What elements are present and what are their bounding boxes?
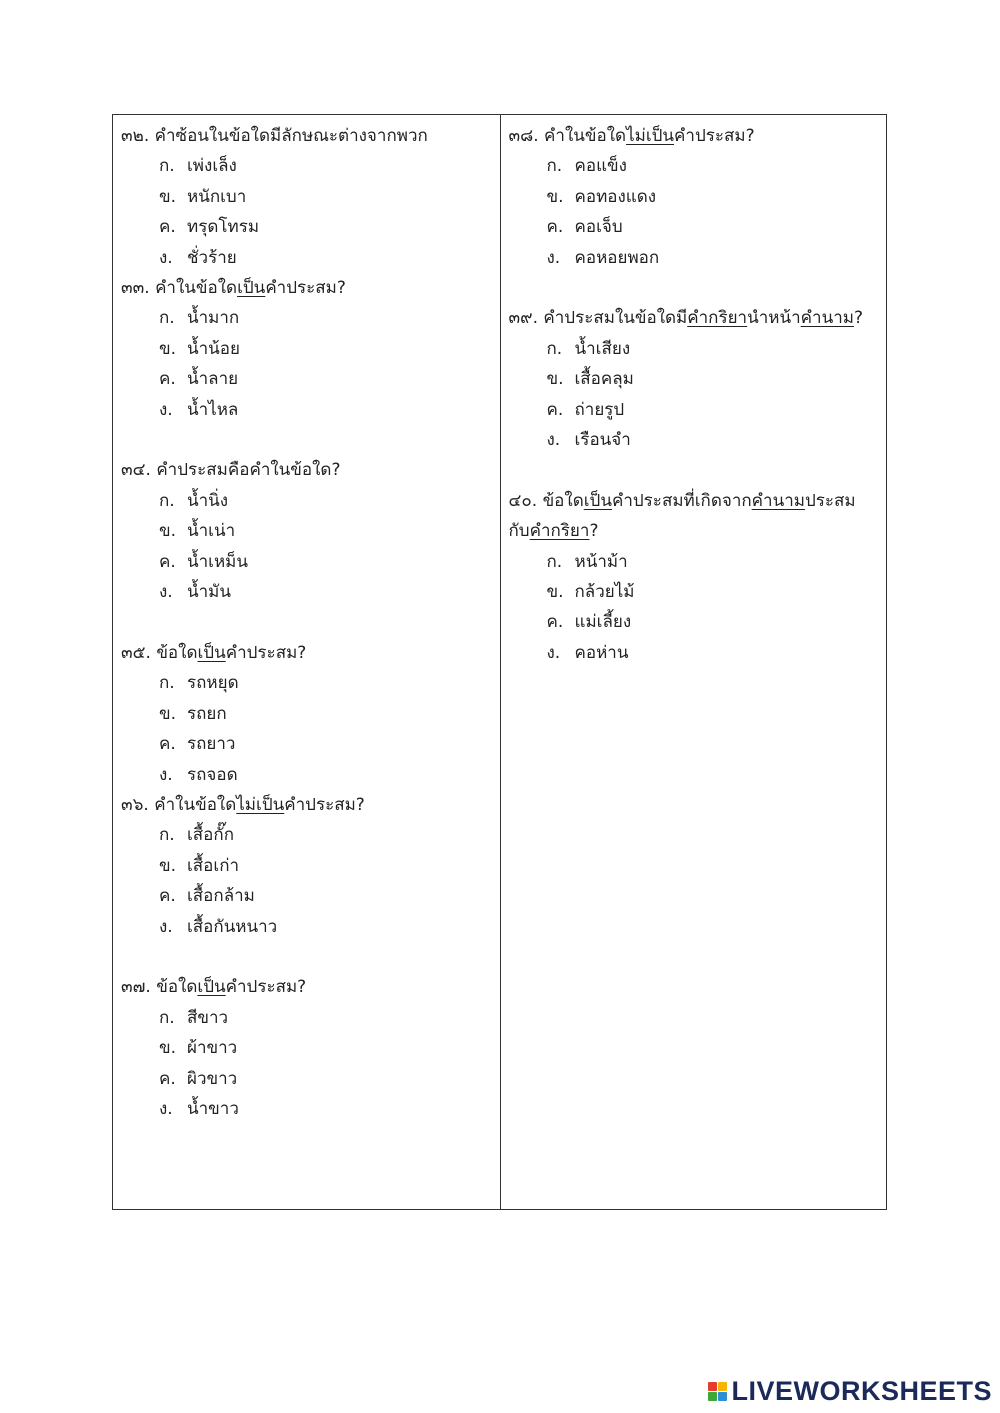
option-text: เสื้อกล้าม: [187, 886, 255, 907]
option-text: น้ำลาย: [187, 369, 239, 390]
answer-option[interactable]: [509, 395, 887, 425]
answer-option[interactable]: [121, 699, 500, 729]
question-text: คำประสมที่เกิดจาก: [611, 490, 752, 511]
logo-square-blue: [718, 1392, 727, 1401]
question-number: ๓๗.: [121, 977, 151, 998]
left-column: [113, 115, 500, 1209]
option-letter: ค.: [159, 734, 176, 755]
option-text: เพ่งเล็ง: [187, 156, 237, 177]
option-text: รถหยุด: [187, 673, 239, 694]
answer-option[interactable]: [121, 182, 500, 212]
option-text: น้ำไหล: [187, 399, 239, 420]
option-text: คอทองแดง: [574, 186, 657, 207]
question-stem: [121, 273, 500, 303]
option-letter: ง.: [546, 247, 561, 268]
question-number: ๓๒.: [121, 126, 150, 146]
question: [509, 121, 887, 273]
option-text: น้ำนิ่ง: [187, 490, 229, 511]
answer-option[interactable]: [121, 1003, 500, 1033]
answer-option[interactable]: [121, 912, 500, 942]
question: [121, 455, 500, 607]
question-stem: [121, 972, 500, 1002]
answer-option[interactable]: [121, 668, 500, 698]
question-text: คำในข้อใด: [154, 794, 237, 815]
option-letter: ก.: [159, 1007, 175, 1028]
option-letter: ค.: [546, 612, 564, 633]
question: [121, 273, 500, 425]
logo-square-red: [708, 1382, 717, 1391]
option-letter: ก.: [546, 338, 563, 359]
option-text: น้ำมัน: [187, 582, 231, 603]
question-number: ๓๕.: [121, 642, 151, 663]
option-text: น้ำน้อย: [187, 338, 240, 359]
option-text: น้ำมาก: [187, 308, 240, 329]
option-text: ถ่ายรูป: [574, 399, 625, 420]
question-number: ๓๙.: [508, 308, 538, 329]
option-letter: ง.: [546, 642, 561, 663]
option-letter: ข.: [159, 186, 177, 207]
logo-square-green: [708, 1392, 717, 1401]
answer-option[interactable]: [121, 334, 500, 364]
answer-option[interactable]: [121, 729, 500, 759]
option-letter: ก.: [159, 825, 175, 846]
underlined-keyword: คำกริยา: [687, 308, 748, 329]
question-text: คำประสม?: [284, 794, 365, 815]
question-stem: [121, 121, 500, 151]
answer-option[interactable]: [509, 364, 887, 394]
option-text: น้ำเสียง: [574, 338, 631, 359]
answer-option[interactable]: [509, 334, 887, 364]
option-text: ผ้าขาว: [187, 1038, 238, 1059]
option-letter: ข.: [546, 186, 564, 207]
option-text: แม่เลี้ยง: [574, 612, 632, 633]
option-text: เสื้อกั๊ก: [187, 825, 234, 846]
answer-option[interactable]: [121, 881, 500, 911]
answer-option[interactable]: [121, 516, 500, 546]
liveworksheets-logo: [708, 1376, 992, 1407]
option-letter: ค.: [159, 551, 176, 572]
option-text: หน้าม้า: [574, 551, 628, 572]
option-letter: ข.: [546, 369, 564, 390]
answer-option[interactable]: [509, 243, 887, 273]
option-letter: ง.: [159, 1098, 173, 1119]
option-letter: ค.: [546, 399, 564, 420]
underlined-keyword: คำนาม: [800, 308, 854, 329]
spacer: [121, 607, 500, 637]
option-letter: ง.: [159, 916, 173, 937]
answer-option[interactable]: [509, 151, 887, 181]
question: [121, 638, 500, 790]
answer-option[interactable]: [121, 820, 500, 850]
option-letter: ข.: [159, 703, 177, 724]
option-letter: ข.: [159, 338, 177, 359]
answer-option[interactable]: [121, 1064, 500, 1094]
question-text: ข้อใด: [156, 977, 198, 998]
option-text: ชั่วร้าย: [187, 247, 237, 268]
option-letter: ง.: [159, 399, 173, 420]
question: [121, 972, 500, 1124]
answer-option[interactable]: [509, 577, 887, 607]
option-text: เสื้อกันหนาว: [187, 916, 278, 937]
question-number: ๓๖.: [121, 794, 149, 815]
answer-option[interactable]: [121, 1033, 500, 1063]
answer-option[interactable]: [509, 607, 887, 637]
option-text: น้ำเน่า: [187, 521, 236, 542]
question-text: คำซ้อนในข้อใดมีลักษณะต่างจากพวก: [154, 126, 428, 146]
answer-option[interactable]: [121, 1094, 500, 1124]
question-number: ๓๓.: [121, 278, 150, 299]
question-text: คำประสม?: [225, 977, 307, 998]
question-text: ?: [589, 521, 599, 542]
answer-option[interactable]: [121, 547, 500, 577]
spacer: [509, 455, 887, 485]
answer-option[interactable]: [121, 364, 500, 394]
answer-option[interactable]: [121, 851, 500, 881]
question-text: คำประสม?: [265, 278, 346, 299]
answer-option[interactable]: [121, 243, 500, 273]
option-letter: ก.: [159, 156, 175, 177]
question-text: ประสมกับ: [508, 490, 856, 542]
logo-square-yellow: [718, 1382, 727, 1391]
question-number: ๓๔.: [121, 460, 151, 481]
option-text: รถจอด: [187, 764, 238, 785]
answer-option[interactable]: [121, 395, 500, 425]
spacer: [509, 273, 887, 303]
spacer: [121, 942, 500, 972]
underlined-keyword: ไม่เป็น: [626, 126, 675, 146]
option-letter: ก.: [159, 490, 175, 511]
answer-option[interactable]: [121, 760, 500, 790]
answer-option[interactable]: [509, 212, 887, 242]
question-stem: [121, 638, 500, 668]
question-text: คำในข้อใด: [155, 278, 238, 299]
option-letter: ง.: [546, 430, 561, 451]
question-text: ข้อใด: [156, 642, 198, 663]
question-text: คำในข้อใด: [544, 126, 627, 146]
question-stem: [121, 790, 500, 820]
option-letter: ง.: [159, 247, 173, 268]
option-text: สีขาว: [187, 1007, 229, 1028]
option-text: ทรุดโทรม: [187, 217, 260, 238]
option-text: เสื้อเก่า: [187, 855, 240, 876]
question-text: คำประสม?: [225, 642, 307, 663]
underlined-keyword: เป็น: [197, 642, 226, 663]
question-text: ?: [853, 308, 863, 329]
option-text: คอหอยพอก: [574, 247, 660, 268]
option-text: คอห่าน: [574, 642, 629, 663]
question-text: ข้อใด: [542, 490, 584, 511]
underlined-keyword: คำกริยา: [529, 521, 590, 542]
option-text: เสื้อคลุม: [574, 369, 634, 390]
underlined-keyword: เป็น: [583, 490, 612, 511]
option-letter: ค.: [159, 369, 176, 390]
question-stem: [121, 455, 500, 485]
answer-option[interactable]: [509, 182, 887, 212]
answer-option[interactable]: [509, 547, 887, 577]
logo-mark-icon: [708, 1382, 727, 1401]
answer-option[interactable]: [121, 577, 500, 607]
spacer: [121, 425, 500, 455]
underlined-keyword: คำนาม: [751, 490, 805, 511]
question-number: ๔๐.: [508, 490, 538, 511]
logo-text: LIVEWORKSHEETS: [731, 1376, 992, 1406]
question-text: คำประสมในข้อใดมี: [543, 308, 688, 329]
question-text: คำประสม?: [674, 126, 755, 146]
option-text: รถยก: [187, 703, 227, 724]
question: [121, 121, 500, 273]
option-letter: ข.: [159, 855, 177, 876]
answer-option[interactable]: [121, 486, 500, 516]
worksheet-table: [112, 114, 887, 1210]
option-text: น้ำเหม็น: [187, 551, 249, 572]
option-text: กล้วยไม้: [574, 582, 635, 603]
option-letter: ข.: [159, 521, 177, 542]
question-text: คำประสมคือคำในข้อใด?: [156, 460, 341, 481]
option-text: น้ำขาว: [187, 1098, 239, 1119]
right-column: [500, 115, 887, 1209]
option-text: คอแข็ง: [574, 156, 627, 177]
option-letter: ค.: [159, 1068, 176, 1089]
question-number: ๓๘.: [508, 126, 539, 146]
option-letter: ก.: [546, 156, 563, 177]
question-stem: [509, 303, 887, 333]
option-letter: ก.: [159, 673, 175, 694]
underlined-keyword: เป็น: [237, 278, 266, 299]
option-letter: ง.: [159, 764, 173, 785]
option-text: เรือนจำ: [574, 430, 631, 451]
option-letter: ค.: [159, 886, 176, 907]
option-letter: ค.: [159, 217, 176, 238]
answer-option[interactable]: [509, 638, 887, 668]
answer-option[interactable]: [121, 212, 500, 242]
underlined-keyword: เป็น: [197, 977, 226, 998]
question: [509, 486, 887, 668]
underlined-keyword: ไม่เป็น: [236, 794, 285, 815]
option-letter: ง.: [159, 582, 173, 603]
option-text: คอเจ็บ: [574, 217, 623, 238]
option-text: รถยาว: [187, 734, 236, 755]
option-letter: ข.: [159, 1038, 177, 1059]
question: [121, 790, 500, 942]
question-stem: [509, 486, 887, 547]
question: [509, 303, 887, 455]
question-stem: [509, 121, 887, 151]
option-letter: ก.: [546, 551, 563, 572]
question-text: นำหน้า: [747, 308, 801, 329]
option-text: หนักเบา: [187, 186, 247, 207]
answer-option[interactable]: [121, 303, 500, 333]
option-letter: ก.: [159, 308, 175, 329]
answer-option[interactable]: [121, 151, 500, 181]
option-letter: ค.: [546, 217, 564, 238]
option-letter: ข.: [546, 582, 564, 603]
answer-option[interactable]: [509, 425, 887, 455]
option-text: ผิวขาว: [187, 1068, 238, 1089]
